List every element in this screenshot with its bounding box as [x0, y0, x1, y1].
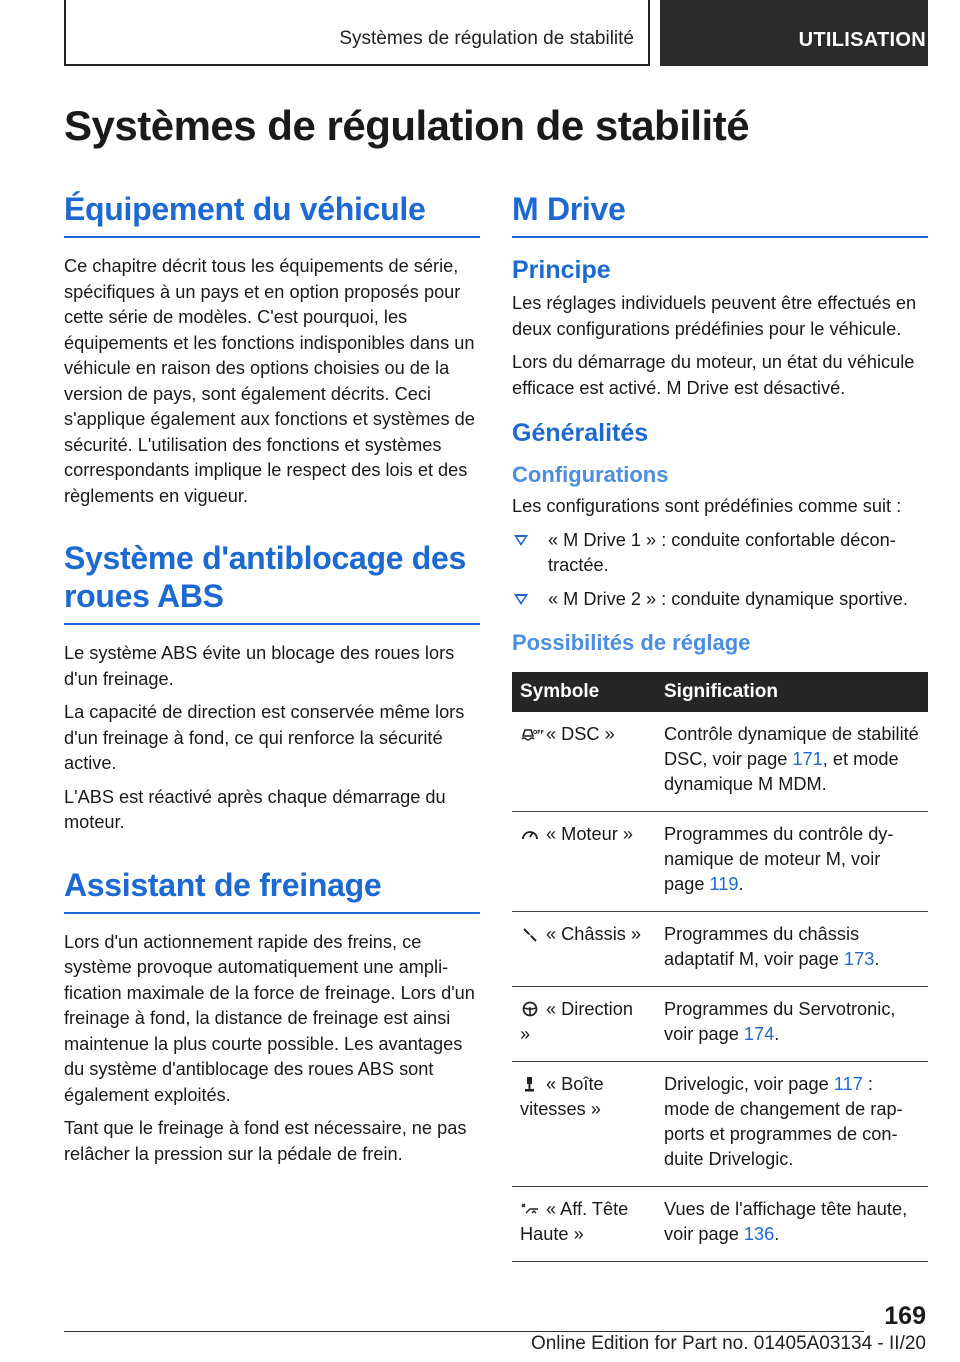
- left-column: [64, 190, 480, 1175]
- page-header: [64, 0, 928, 66]
- paragraph: Les réglages individuels peuvent être effectués en deux configurations prédéfinies pour le véhicule.: [512, 293, 917, 339]
- dsc-off-icon: [520, 726, 545, 742]
- page-title: Systèmes de régulation de stabilité: [64, 102, 750, 149]
- bullet-triangle-icon: [514, 594, 528, 605]
- meaning-text-after: .: [738, 874, 744, 894]
- section-title-abs: Système d'antiblocage des roues ABS: [64, 539, 480, 625]
- symbol-label: « Châssis »: [546, 924, 642, 944]
- footer-edition: Online Edition for Part no. 01405A03134 - II/20: [530, 1333, 926, 1354]
- chassis-icon: [520, 926, 540, 942]
- table-row: [512, 812, 928, 912]
- table-cell-meaning: [656, 987, 928, 1062]
- header-section-box: [64, 0, 650, 66]
- table-cell-symbol: [512, 987, 656, 1062]
- table-cell-meaning: [656, 912, 928, 987]
- footer-divider: [64, 1331, 864, 1332]
- meaning-text-after: .: [774, 1224, 780, 1244]
- table-cell-meaning: [656, 1062, 928, 1187]
- right-column: [512, 190, 928, 1262]
- configurations-list: [512, 528, 928, 613]
- meaning-text: Contrôle dynamique de stabilité DSC, voir page: [664, 724, 919, 769]
- paragraph: Tant que le freinage à fond est nécessaire, ne pas relâcher la pression sur la pédale de frein.: [64, 1118, 467, 1164]
- meaning-text: Programmes du châssis adaptatif M, voir page: [664, 924, 860, 969]
- meaning-text-after: , et mode dynamique M MDM.: [664, 749, 899, 794]
- section-title-m-drive: M Drive: [512, 190, 928, 238]
- paragraph: Le système ABS évite un blocage des roues lors d'un freinage.: [64, 643, 455, 689]
- paragraph: L'ABS est réactivé après chaque démarrage du moteur.: [64, 786, 446, 832]
- table-cell-symbol: [512, 912, 656, 987]
- gear-shift-icon: [520, 1076, 540, 1092]
- meaning-text-after: .: [774, 1024, 780, 1044]
- table-header-row: [512, 672, 928, 712]
- page-number: 169: [884, 1302, 926, 1330]
- symbol-label: « Boîte vitesses »: [520, 1074, 604, 1119]
- page-link-174[interactable]: 174: [743, 1024, 775, 1044]
- list-item-text: « M Drive 1 » : conduite confortable décontractée.: [548, 529, 896, 575]
- subsection-title-generalites: Généralités: [512, 419, 649, 447]
- page-link-173[interactable]: 173: [843, 949, 875, 969]
- page-link-136[interactable]: 136: [743, 1224, 775, 1244]
- subsection-title-principe: Principe: [512, 256, 611, 284]
- table-cell-symbol: [512, 712, 656, 812]
- table-cell-meaning: [656, 1187, 928, 1262]
- meaning-text: Vues de l'affichage tête haute, voir page: [664, 1199, 908, 1244]
- table-row: [512, 1187, 928, 1262]
- symbol-label: « DSC »: [546, 724, 615, 744]
- bullet-triangle-icon: [514, 535, 528, 546]
- list-item-text: « M Drive 2 » : conduite dynamique sportive.: [548, 588, 908, 609]
- section-title-equipement: Équipement du véhicule: [64, 190, 480, 238]
- table-row: [512, 912, 928, 987]
- header-chapter-label: UTILISATION: [798, 29, 926, 51]
- page-link-119[interactable]: 119: [709, 874, 739, 894]
- symbol-label: « Direction »: [520, 999, 633, 1044]
- table-row: [512, 1062, 928, 1187]
- meaning-text: Programmes du contrôle dynamique de moteur M, voir page: [664, 824, 894, 894]
- symbol-label: « Aff. Tête Haute »: [520, 1199, 629, 1244]
- page-link-117[interactable]: 117: [833, 1074, 863, 1094]
- header-section-title: Systèmes de régulation de stabilité: [339, 28, 634, 49]
- table-row: [512, 987, 928, 1062]
- table-header-meaning: Signification: [656, 672, 928, 712]
- table-cell-meaning: [656, 712, 928, 812]
- svg-text:OFF: OFF: [533, 730, 545, 736]
- paragraph: La capacité de direction est conservée même lors d'un freinage à fond, ce qui renforce la sécurité active.: [64, 702, 465, 773]
- table-cell-meaning: [656, 812, 928, 912]
- table-cell-symbol: [512, 1062, 656, 1187]
- paragraph: Les configurations sont prédéfinies comme suit :: [512, 496, 902, 516]
- page-link-171[interactable]: 171: [792, 749, 823, 769]
- steering-wheel-icon: [520, 1001, 540, 1017]
- list-item: [512, 528, 928, 579]
- table-header-symbol: Symbole: [512, 672, 656, 712]
- section-title-assistant-freinage: Assistant de freinage: [64, 866, 480, 914]
- paragraph: Ce chapitre décrit tous les équipements de série, spécifiques à un pays et en option proposés pour cette série de modèles. C'est pourquoi, les équipements et les fonctions indisponibles dans un véhicule en raison des options choisies ou de la version de pays, sont également décrits. Ceci s'applique également aux fonctions et systèmes de sécurité. L'utilisation des fonctions et systèmes correspondants implique le respect des lois et des règlements en vigueur.: [64, 256, 475, 506]
- subsection-title-configurations: Configurations: [512, 462, 669, 487]
- head-up-display-icon: [520, 1201, 540, 1217]
- list-item: [512, 587, 928, 613]
- subsection-title-reglage: Possibilités de réglage: [512, 630, 751, 655]
- meaning-text-after: .: [874, 949, 880, 969]
- symbol-label: « Moteur »: [546, 824, 633, 844]
- table-cell-symbol: [512, 812, 656, 912]
- meaning-text-after: : mode de changement de rapports et programmes de conduite Drivelogic.: [664, 1074, 903, 1169]
- engine-gauge-icon: [520, 826, 540, 842]
- meaning-text: Programmes du Servotronic, voir page: [664, 999, 896, 1044]
- paragraph: Lors d'un actionnement rapide des freins, ce système provoque automatiquement une amplification maximale de la force de freinage. Lors d'un freinage à fond, la distance de freinage est ainsi maintenue la plus courte possible. Les avantages du système d'antiblocage des roues ABS sont également exploités.: [64, 931, 475, 1105]
- table-cell-symbol: [512, 1187, 656, 1262]
- header-chapter-tab: [660, 0, 928, 66]
- paragraph: Lors du démarrage du moteur, un état du véhicule efficace est activé. M Drive est désactivé.: [512, 352, 915, 398]
- table-row: [512, 712, 928, 812]
- settings-table: [512, 672, 928, 1262]
- meaning-text: Drivelogic, voir page: [664, 1074, 834, 1094]
